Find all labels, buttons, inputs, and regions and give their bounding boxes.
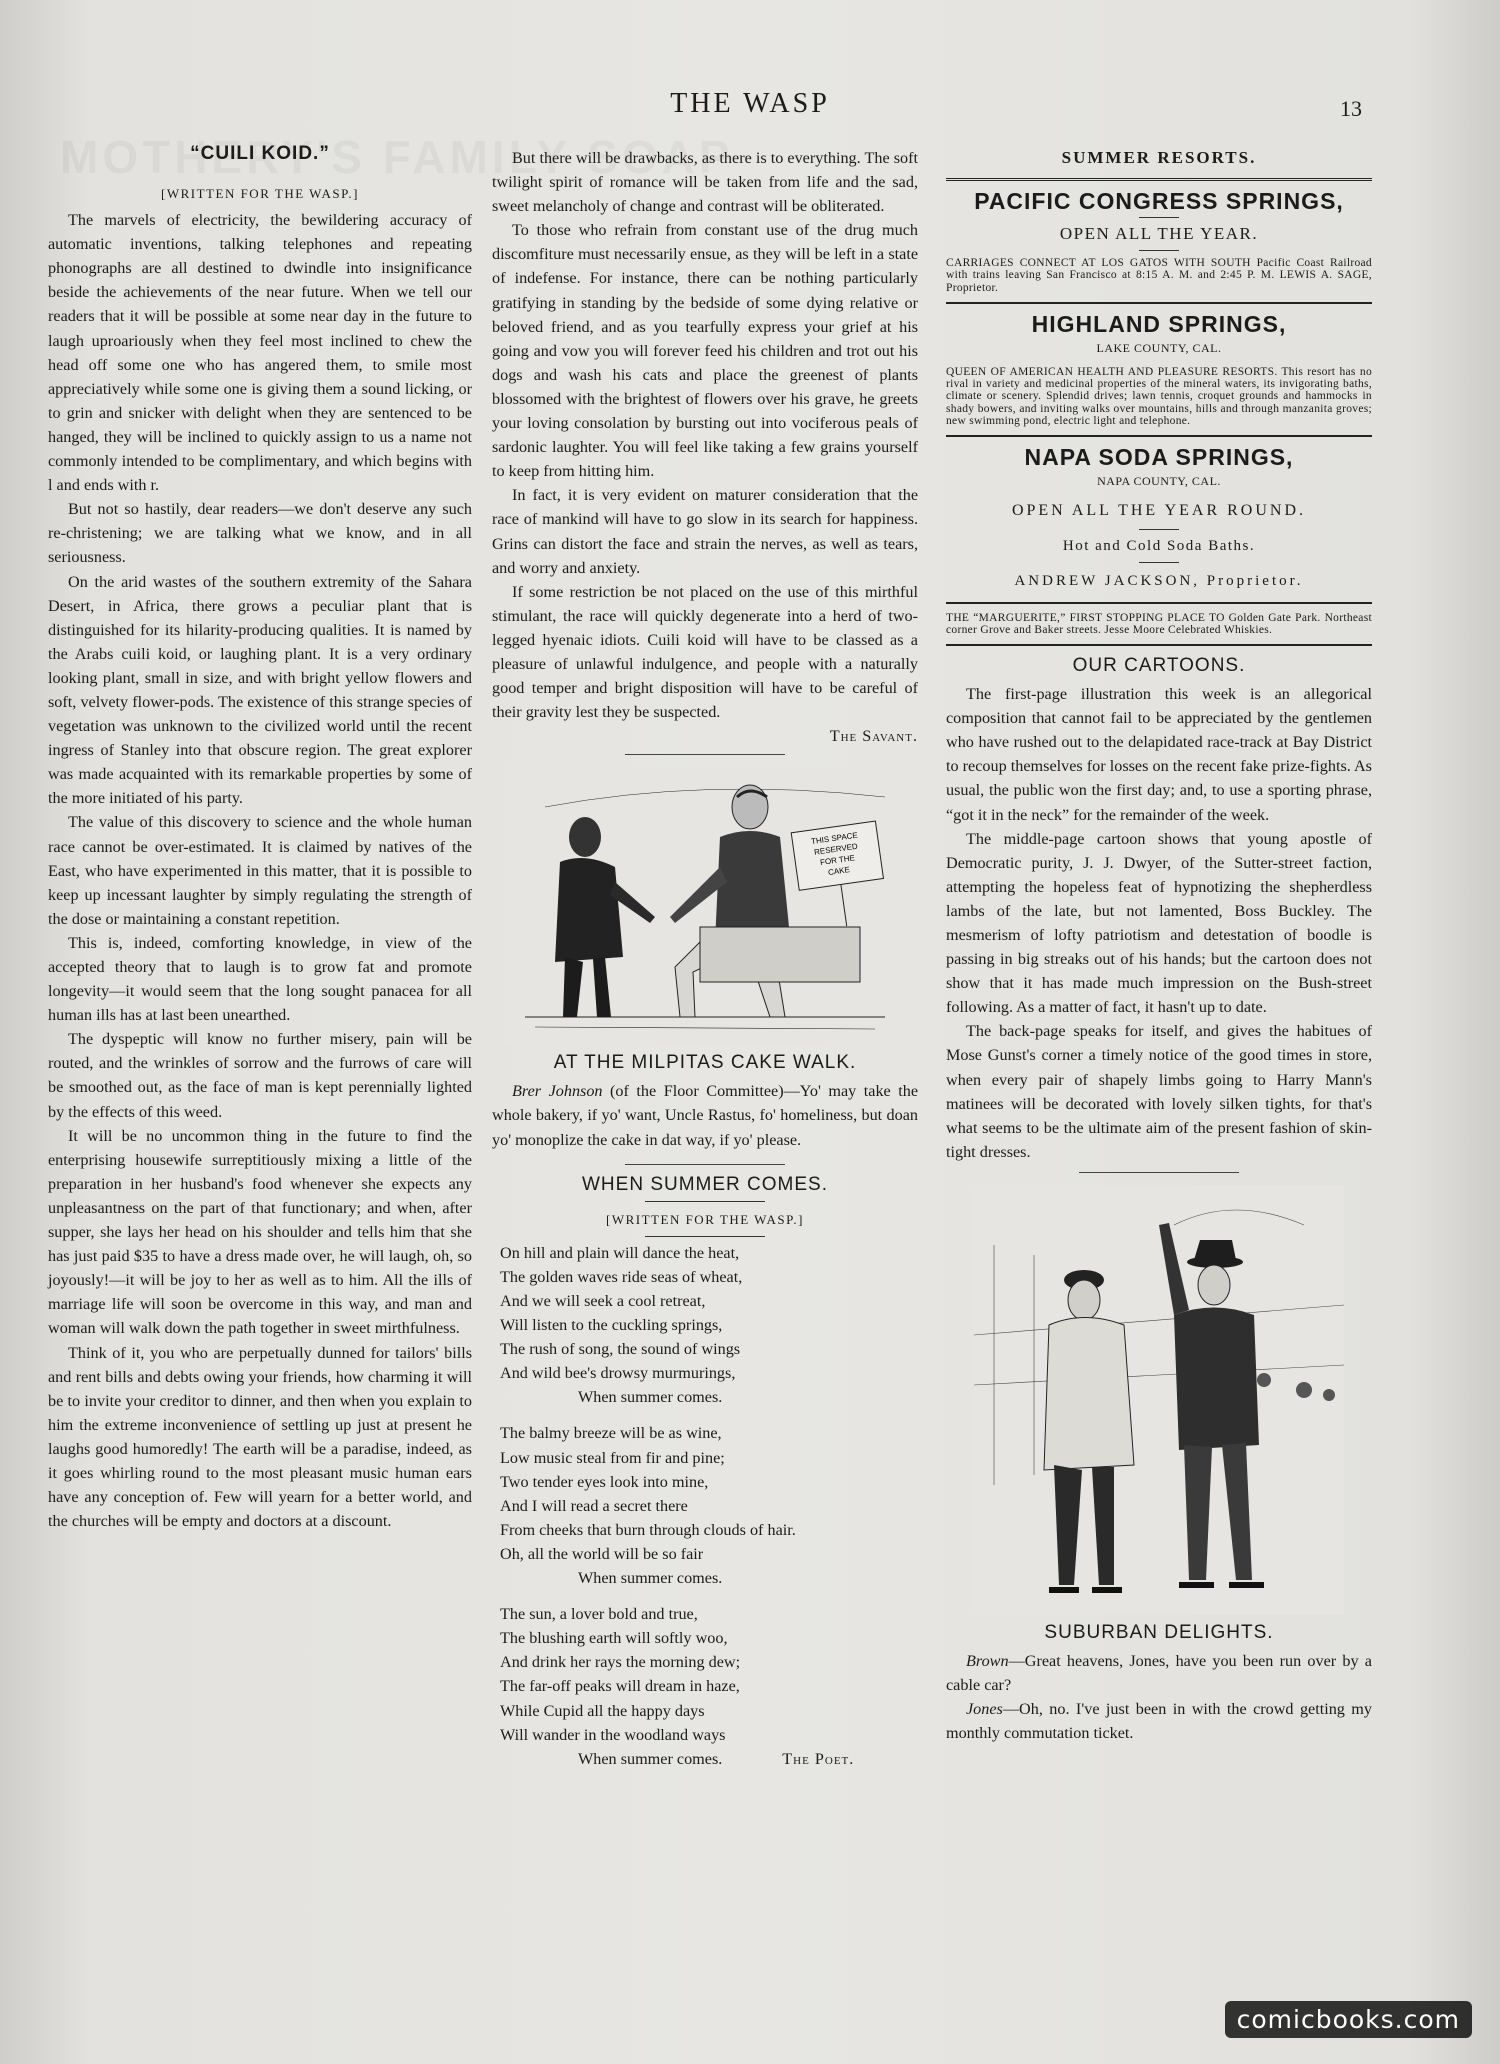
cartoon-caption: AT THE MILPITAS CAKE WALK.	[553, 1052, 857, 1074]
divider	[946, 644, 1372, 646]
divider	[946, 602, 1372, 604]
svg-text:FOR THE: FOR THE	[819, 853, 856, 868]
ad-napa-soda-springs	[946, 445, 1372, 593]
divider	[1079, 1172, 1239, 1173]
cartoon-dialogue: Brer Johnson (of the Floor Committee)—Yo' may take the whole bakery, if yo' want, Uncle Rastus, fo' homeliness, but doan yo' monoplize the cake in dat way, if yo' please.	[492, 1082, 918, 1149]
ads-section-title: SUMMER RESORTS.	[1061, 148, 1257, 167]
article-paragraph: The first-page illustration this week is an allegorical composition that cannot fail to be appreciated by the gentlemen who have rushed out to the delapidated race-track at Bay District to recoup themselves for losses on the recent fake prize-fights. As usual, the public won the first day; and, to use a sporting phrase, “got it in the neck” for the remainder of the week.	[946, 685, 1372, 824]
cartoon-caption: SUBURBAN DELIGHTS.	[1044, 1621, 1274, 1643]
article-paragraph: If some restriction be not placed on the use of this mirthful stimulant, the race will quickly degenerate into a herd of two-legged hyenaic idiots. Cuili koid will have to be classed as a pleasure of unlawful indulgence, and people with a naturally good temper and bright disposition will have to be careful of their gravity lest they be suspected.	[492, 582, 918, 722]
divider	[645, 1201, 765, 1202]
poem-line: The golden waves ride seas of wheat,	[500, 1267, 743, 1286]
divider	[625, 1164, 785, 1165]
ad-line: OPEN ALL THE YEAR ROUND.	[1011, 502, 1307, 520]
page-number: 13	[1340, 96, 1362, 121]
poem-line: And we will seek a cool retreat,	[500, 1292, 706, 1310]
poem-line: Two tender eyes look into mine,	[500, 1472, 709, 1491]
article-paragraph: In fact, it is very evident on maturer consideration that the race of mankind will have to go slow in its search for happiness. Grins can distort the face and strain the nerves, as well as tears, and worry and anxiety.	[492, 486, 918, 577]
poem-line: Low music steal from fir and pine;	[500, 1448, 725, 1467]
poem-byline: [WRITTEN FOR THE WASP.]	[606, 1211, 804, 1227]
ad-tagline: OPEN ALL THE YEAR.	[1059, 224, 1259, 244]
ad-location: LAKE COUNTY, CAL.	[1096, 340, 1222, 355]
divider	[946, 178, 1372, 181]
ad-line: ANDREW JACKSON, Proprietor.	[1014, 573, 1304, 590]
article-paragraph: The marvels of electricity, the bewildering accuracy of automatic inventions, talking telephones and repeating phonographs are all destined to dwindle into insignificance beside the achievements of the near future. When we tell our readers that it will be possible at some near day in the future to laugh uproariously when they feel most inclined to chew the head off some one who has angered them, to smile most appreciatively while some one is giving them a sound licking, or to grin and snicker with delight when they are sentenced to be hanged, they will be inclined to quickly assign to us a name not commonly intended to be complimentary, and which begins with l and ends with r.	[48, 211, 472, 495]
article-byline: [WRITTEN FOR THE WASP.]	[161, 186, 359, 201]
article-signature: The Savant.	[829, 727, 918, 746]
poem-refrain: When summer comes. The Poet.	[578, 1749, 855, 1768]
poem-line: While Cupid all the happy days	[500, 1701, 705, 1720]
article-title: “CUILI KOID.”	[190, 143, 330, 164]
ad-title: NAPA SODA SPRINGS,	[1024, 444, 1294, 471]
ad-highland-springs	[946, 312, 1372, 427]
poem-line: And drink her rays the morning dew;	[500, 1653, 741, 1672]
poem-refrain: When summer comes.	[578, 1388, 723, 1407]
cake-walk-cartoon	[505, 767, 905, 1045]
column-2	[492, 146, 918, 1771]
suburban-delights-cartoon	[974, 1185, 1344, 1615]
ad-body: CARRIAGES CONNECT AT LOS GATOS WITH SOUTH Pacific Coast Railroad with trains leaving San Francisco at 8:15 A. M. and 2:45 P. M. LEWIS A. SAGE, Proprietor.	[946, 257, 1372, 294]
poem-line: Will wander in the woodland ways	[500, 1725, 726, 1744]
svg-text:RESERVED: RESERVED	[813, 842, 859, 858]
running-head: THE WASP	[670, 88, 830, 119]
poem-line: The sun, a lover bold and true,	[500, 1605, 698, 1624]
cartoon-dialogue: Jones—Oh, no. I've just been in with the crowd getting my monthly commutation ticket.	[946, 1700, 1372, 1743]
poem-line: On hill and plain will dance the heat,	[500, 1243, 740, 1262]
poem-signature: The Poet.	[782, 1749, 855, 1768]
article-paragraph: The middle-page cartoon shows that young apostle of Democratic purity, J. J. Dwyer, of the Sutter-street faction, attempting the hopeless feat of hypnotizing the shepherdless lambs of the late, but not lamented, Boss Buckley. The mesmerism of lofty patriotism and detestation of boodle is passing in big streaks out of his hands; but the cartoon does not show that it has made much impression on the Bush-street following. As a matter of fact, it hasn't up to date.	[946, 829, 1372, 1017]
ad-marguerite: THE “MARGUERITE,” FIRST STOPPING PLACE TO Golden Gate Park. Northeast corner Grove and Baker streets. Jesse Moore Celebrated Whiskies.	[946, 611, 1372, 636]
article-paragraph: This is, indeed, comforting knowledge, in view of the accepted theory that to laugh is to grow fat and promote longevity—it would seem that the long sought panacea for all human ills has at last been unearthed.	[48, 933, 472, 1025]
poem-line: Oh, all the world will be so fair	[500, 1544, 704, 1563]
cartoon-dialogue: Brown—Great heavens, Jones, have you been run over by a cable car?	[946, 1652, 1372, 1695]
article-paragraph: To those who refrain from constant use of the drug much discomfiture must necessarily ensue, as they will be left in a state of indefense. For instance, there can be nothing particularly gratifying in standing by the bedside of some dying relative or beloved friend, and as you tearfully express your grief at his going and vow you will forever feed his children and trot out his dogs and wash his cats and place the greenest of plants blossomed with the brightest of flowers over his grave, he greets your loving consolation by bursting out into vociferous peals of sardonic laughter. You will feel like taking a few grains yourself to keep from hitting him.	[492, 221, 918, 481]
article-paragraph: Think of it, you who are perpetually dunned for tailors' bills and rent bills and debts owing your friends, how charming it will be to invite your creditor to dinner, and then when you explain to him the extreme inconvenience of settling up just at present he laughs good humoredly! The earth will be a paradise, indeed, as it goes whirling round to the most pleasant music human ears have any conception of. Few will yearn for a better world, and the churches will be empty and doctors at a discount.	[48, 1343, 472, 1531]
ad-title: HIGHLAND SPRINGS,	[1031, 310, 1287, 337]
column-3	[946, 146, 1372, 1745]
poem-line: Will listen to the cuckling springs,	[500, 1316, 723, 1335]
ad-pacific-congress-springs	[946, 189, 1372, 294]
divider	[946, 435, 1372, 437]
divider	[625, 754, 785, 755]
ad-title: PACIFIC CONGRESS SPRINGS,	[974, 188, 1344, 215]
poem-line: And I will read a secret there	[500, 1496, 688, 1515]
article-paragraph: On the arid wastes of the southern extremity of the Sahara Desert, in Africa, there grows a peculiar plant that is distinguished for its hilarity-producing qualities. It is named by the Arabs cuili koid, or laughing plant. It is a very ordinary looking plant, small in size, and with bright yellow flowers and soft, velvety flower-pods. The existence of this strange species of vegetation was unknown to the civilized world until the recent ingress of Stanley into that obscure region. The great explorer was made acquainted with its remarkable properties by some of the more initiated of his party.	[48, 572, 472, 808]
divider	[645, 1236, 765, 1237]
ad-line: Hot and Cold Soda Baths.	[1062, 538, 1256, 555]
poem-title: WHEN SUMMER COMES.	[582, 1173, 828, 1195]
poem-line: From cheeks that burn through clouds of hair.	[500, 1520, 796, 1539]
article-paragraph: The back-page speaks for itself, and gives the habitues of Mose Gunst's corner a timely notice of the good times in store, when every pair of shapely limbs going to Harry Mann's matinees will be decorated with lovely silken tights, for that's what seems to be the ultimate aim of the present fashion of skin-tight dresses.	[946, 1022, 1372, 1161]
poem-refrain: When summer comes.	[578, 1569, 723, 1588]
article-paragraph: But not so hastily, dear readers—we don't deserve any such re-christening; we are talking what we know, and in all seriousness.	[48, 500, 472, 567]
poem-line: The balmy breeze will be as wine,	[500, 1424, 722, 1443]
article-paragraph: The dyspeptic will know no further misery, pain will be routed, and the wrinkles of sorrow and the furrows of care will be smoothed out, as the face of man is kept perennially lighted by the effects of this weed.	[48, 1030, 472, 1121]
article-paragraph: The value of this discovery to science and the whole human race cannot be over-estimated. It is claimed by natives of the East, who have experimented in this matter, that it is possible to keep up incessant laughter by simply regulating the strength of the dose or maintaining a constant repetition.	[48, 813, 472, 928]
poem-line: The rush of song, the sound of wings	[500, 1340, 741, 1359]
column-1	[48, 140, 472, 1533]
poem-line: The far-off peaks will dream in haze,	[500, 1677, 740, 1696]
poem-line: The blushing earth will softly woo,	[500, 1629, 728, 1648]
ad-body: QUEEN OF AMERICAN HEALTH AND PLEASURE RESORTS. This resort has no rival in variety and medicinal properties of the mineral waters, its invigorating baths, climate or scenery. Splendid drives; lawn tennis, croquet grounds and hammocks in shady bowers, and inviting walks over mountains, hills and through manzanita groves; new swimming pond, electric light and telephone.	[946, 366, 1372, 427]
poem-body	[500, 1241, 918, 1771]
article-paragraph: But there will be drawbacks, as there is to everything. The soft twilight spirit of romance will be taken from life and the sad, sweet melancholy of change and contrast will be obliterated.	[492, 149, 918, 216]
sign-text: THIS SPACE	[810, 830, 859, 847]
ad-location: NAPA COUNTY, CAL.	[1097, 474, 1221, 489]
poem-line: And wild bee's drowsy murmurings,	[500, 1364, 736, 1383]
section-title: OUR CARTOONS.	[1072, 654, 1246, 676]
watermark-logo: comicbooks.com	[1225, 2001, 1472, 2038]
divider	[946, 302, 1372, 304]
article-paragraph: It will be no uncommon thing in the future to find the enterprising housewife surreptitiously mixing a little of the preparation in her husband's food whenever she expects any unpleasantness on the part of that functionary; and when, after supper, she lays her head on his shoulder and tells him that she has just paid $35 to have a dress made over, he will laugh, oh, so joyously!—it will be joy to her as well as to him. All the ills of marriage life will soon be overcome in this way, and man and woman will walk down the path together in sweet mirthfulness.	[48, 1126, 472, 1338]
svg-text:CAKE: CAKE	[827, 865, 851, 878]
